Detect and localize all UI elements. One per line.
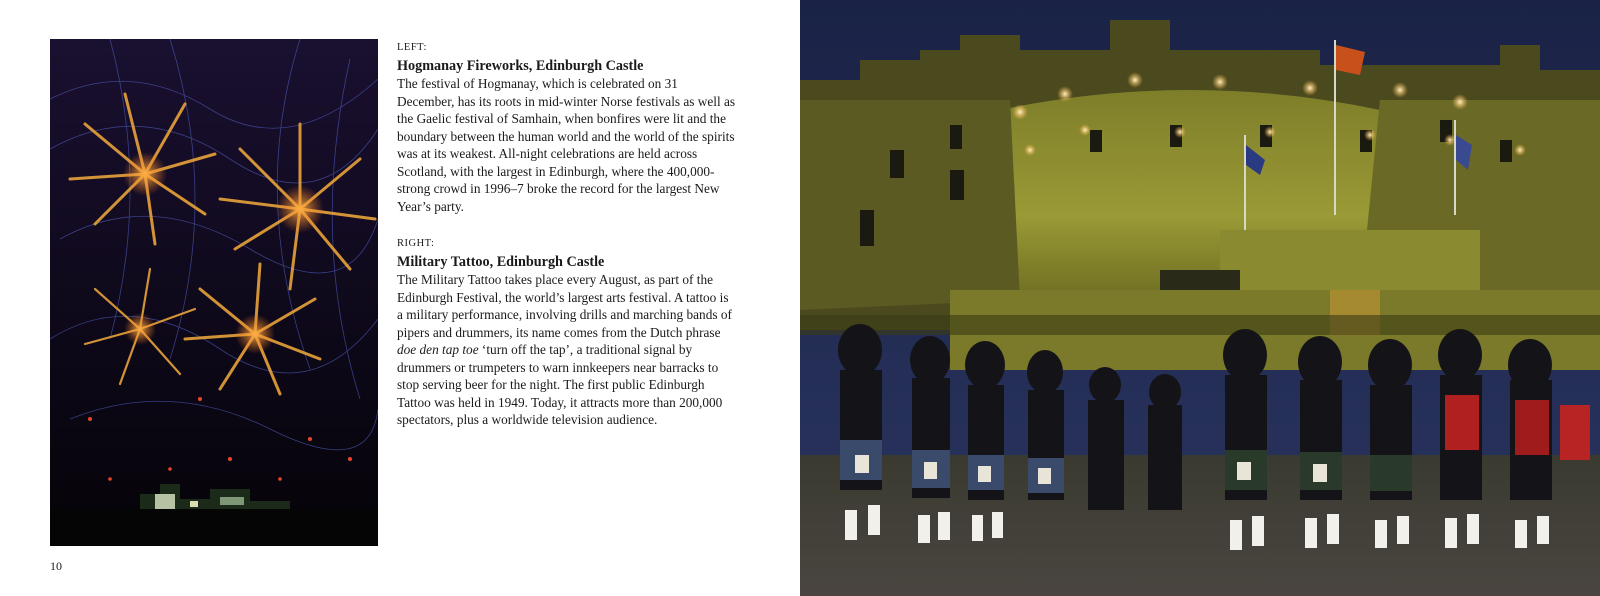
fireworks-image (50, 39, 378, 546)
body-text: The Military Tattoo takes place every August, as part of the Edinburgh Festival, the world’s largest arts festival. A tattoo is a military performance, involving drills and marching bands of pipers and drummers, its name comes from the Dutch phrase (397, 272, 732, 340)
caption-title: Military Tattoo, Edinburgh Castle (397, 254, 605, 270)
page-number: 10 (50, 559, 62, 573)
caption-left (397, 41, 737, 215)
caption-label: RIGHT: (397, 238, 435, 249)
fireworks-photo (50, 39, 378, 546)
caption-body: The festival of Hogmanay, which is celebrated on 31 December, has its roots in mid-winter Norse festivals as well as the Gaelic festival of Samhain, when bonfires were lit and the boundary between the human world and the world of the spirits was at its weakest. All-night celebrations are held across Scotland, with the largest in Edinburgh, where the 400,000-strong crowd in 1996–7 broke the record for the largest New Year’s party. (397, 76, 736, 214)
caption-body (397, 271, 737, 429)
caption-title: Hogmanay Fireworks, Edinburgh Castle (397, 58, 644, 74)
caption-label: LEFT: (397, 42, 427, 53)
dutch-phrase: doe den tap toe (397, 342, 479, 357)
captions (397, 41, 737, 451)
body-text: ‘turn off the tap’, a traditional signal by drummers or trumpeters to warn innkeepers near barracks to stop serving beer for the night. The first public Edinburgh Tattoo was held in 1949. Today, it attracts more than 200,000 spectators, plus a worldwide television audience. (397, 342, 723, 427)
caption-right (397, 237, 737, 429)
military-tattoo-photo (800, 0, 1600, 596)
castle-image (800, 0, 1600, 596)
